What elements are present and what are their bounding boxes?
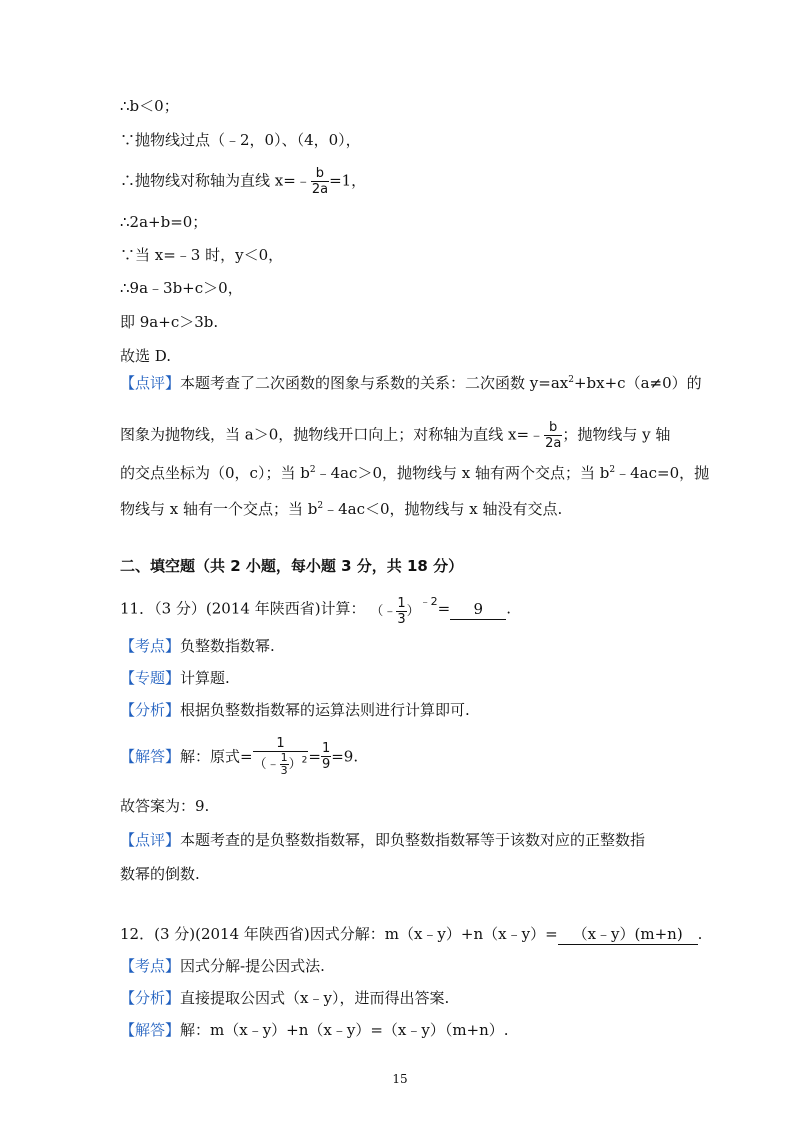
kaodian-line	[120, 636, 275, 656]
paren: （﹣	[370, 604, 397, 619]
solution-line: ∵当 x=﹣3 时，y＜0，	[120, 246, 284, 264]
page-number: 15	[392, 1072, 408, 1086]
paren: ）	[406, 604, 420, 619]
solution-line: ∴2a+b=0；	[120, 213, 208, 231]
superscript: 2	[317, 501, 324, 511]
inner-fraction	[280, 752, 289, 777]
text: +bx+c（a≠0）的	[573, 374, 702, 392]
fenxi-tag: 【分析】	[120, 989, 181, 1007]
jieda-line	[120, 1020, 509, 1040]
comment-line: 数幂的倒数.	[120, 865, 200, 883]
text: 根据负整数指数幂的运算法则进行计算即可.	[180, 701, 470, 719]
answer-line: 故答案为：9.	[120, 797, 210, 815]
comment-line	[120, 496, 562, 519]
text: 本题考查的是负整数指数幂，即负整数指数幂等于该数对应的正整数指	[180, 831, 646, 849]
text: 12．(3 分)(2014 年陕西省)因式分解：m（x﹣y）+n（x﹣y）=	[120, 925, 558, 943]
fenxi-line	[120, 700, 470, 720]
text: 因式分解-提公因式法.	[180, 957, 325, 975]
text: ﹣4ac＞0，抛物线与 x 轴有两个交点；当 b	[315, 464, 610, 482]
numerator: 1	[276, 736, 285, 751]
text: 物线与 x 轴有一个交点；当 b	[120, 500, 318, 518]
numerator: b	[315, 166, 325, 181]
solution-line: 故选 D.	[120, 347, 172, 365]
fenxi-line	[120, 988, 449, 1008]
text: =9.	[331, 747, 359, 766]
text: =	[437, 599, 451, 618]
jieda-line	[120, 736, 358, 777]
zhuanti-line	[120, 668, 230, 688]
denominator: 2a	[311, 182, 329, 197]
question-11	[120, 592, 511, 627]
solution-line: ∴9a﹣3b+c＞0，	[120, 279, 243, 297]
fraction	[253, 736, 309, 777]
comment-tag: 【点评】	[120, 374, 181, 392]
fenxi-tag: 【分析】	[120, 701, 181, 719]
text: 直接提取公因式（x﹣y），进而得出答案.	[180, 989, 450, 1007]
comment-line	[120, 830, 645, 850]
answer-blank: 9	[450, 599, 506, 620]
text: .	[506, 599, 511, 618]
comment-line	[120, 460, 709, 483]
denominator: 9	[321, 757, 331, 772]
text: 的交点坐标为（0，c）；当 b	[120, 464, 310, 482]
fraction	[321, 741, 331, 772]
jieda-tag: 【解答】	[120, 1021, 181, 1039]
text: =	[308, 747, 321, 766]
fraction	[544, 420, 562, 451]
numerator: b	[549, 420, 558, 435]
question-12	[120, 924, 702, 945]
superscript: 2	[568, 375, 574, 385]
kaodian-tag: 【考点】	[120, 637, 181, 655]
zhuanti-tag: 【专题】	[120, 669, 181, 687]
text: .	[697, 925, 703, 943]
solution-line: 即 9a+c＞3b.	[120, 313, 219, 331]
numerator: 1	[321, 741, 331, 756]
solution-line: ∴b＜0；	[120, 97, 179, 115]
text: ∴抛物线对称轴为直线 x=﹣	[120, 171, 311, 190]
comment-line	[120, 420, 670, 451]
text: 解：m（x﹣y）+n（x﹣y）=（x﹣y）（m+n）.	[180, 1021, 509, 1039]
denominator: 2a	[545, 436, 562, 451]
text: ；抛物线与 y 轴	[562, 425, 671, 444]
numerator: 1	[397, 596, 406, 611]
text: 负整数指数幂.	[180, 637, 275, 655]
fraction	[396, 596, 406, 627]
text: 本题考查了二次函数的图象与系数的关系：二次函数 y=ax	[180, 374, 569, 392]
answer-blank: （x﹣y）(m+n)	[558, 924, 698, 945]
text: =1，	[329, 171, 367, 190]
text: 计算题.	[180, 669, 230, 687]
superscript: 2	[309, 465, 316, 475]
solution-line: ∵抛物线过点（﹣2，0）、（4，0），	[120, 131, 361, 149]
superscript: 2	[609, 465, 616, 475]
fraction	[311, 166, 329, 197]
numerator: 1	[280, 751, 288, 764]
text: ﹣4ac＜0，抛物线与 x 轴没有交点.	[323, 500, 563, 518]
exponent: ﹣2	[419, 595, 438, 608]
text: 图象为抛物线，当 a＞0，抛物线开口向上；对称轴为直线 x=﹣	[120, 425, 545, 444]
text: ﹣4ac=0，抛	[615, 464, 710, 482]
exponent: 2	[301, 755, 308, 766]
comment-paragraph	[120, 370, 702, 393]
denominator	[253, 751, 309, 777]
expression	[370, 592, 437, 627]
denominator: 3	[280, 764, 288, 777]
kaodian-tag: 【考点】	[120, 957, 181, 975]
section-heading: 二、填空题（共 2 小题，每小题 3 分，共 18 分）	[120, 557, 464, 575]
text: 11．（3 分）(2014 年陕西省)计算：	[120, 599, 366, 618]
paren: （﹣	[253, 757, 280, 772]
text: 解：原式=	[180, 747, 253, 766]
comment-tag: 【点评】	[120, 831, 181, 849]
denominator: 3	[397, 612, 406, 627]
jieda-tag: 【解答】	[120, 747, 181, 766]
kaodian-line	[120, 956, 325, 976]
paren: ）	[288, 757, 302, 772]
solution-line	[120, 166, 366, 197]
